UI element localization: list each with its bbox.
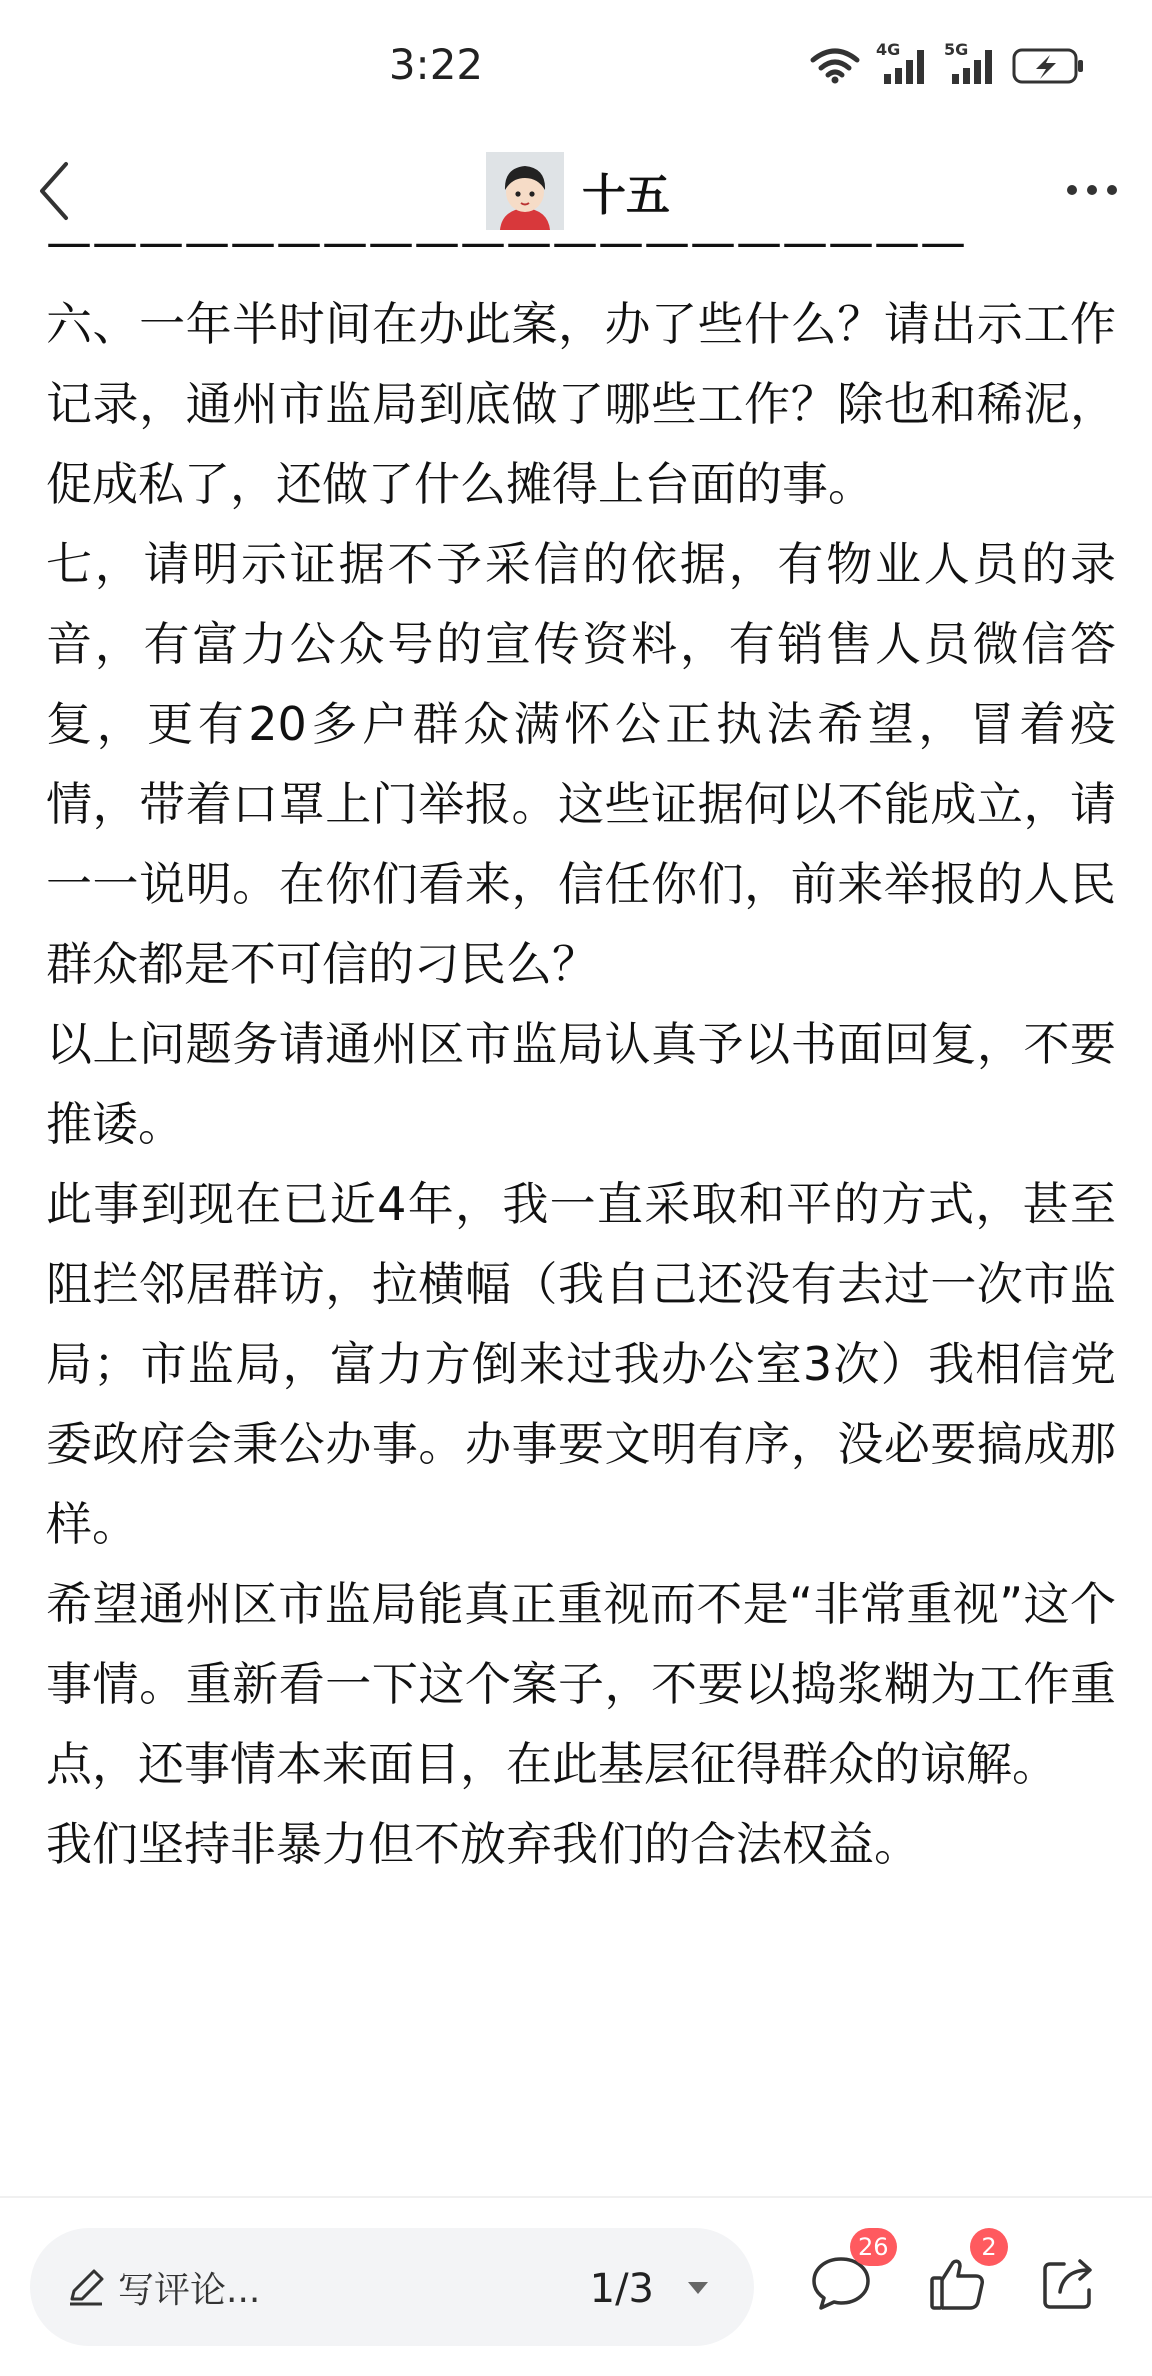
wifi-icon [810, 48, 860, 84]
comment-placeholder: 写评论... [118, 2269, 261, 2311]
signal-5g-icon [944, 40, 996, 86]
caret-down-icon[interactable] [686, 2280, 710, 2300]
article-paragraph-history: 此事到现在已近4年，我一直采取和平的方式，甚至阻拦邻居群访，拉横幅（我自己还没有去过一次市监局；市监局，富力方倒来过我办公室3次）我相信党委政府会秉公办事。办事要文明有序，没必要搞成那样。 [46, 1177, 1116, 1551]
share-icon [1040, 2254, 1098, 2312]
clipped-previous-line: ———————————————————— [46, 215, 966, 269]
status-bar [0, 0, 1152, 134]
more-horizontal-icon [1066, 184, 1118, 196]
article-body [46, 215, 1116, 2172]
comment-count-badge: 26 [850, 2228, 897, 2266]
signal-4g-icon [876, 40, 928, 86]
pencil-icon [64, 2265, 108, 2309]
battery-charging-icon [1012, 47, 1086, 85]
article-paragraph-closing: 我们坚持非暴力但不放弃我们的合法权益。 [46, 1817, 920, 1871]
article-paragraph-7: 七，请明示证据不予采信的依据，有物业人员的录音，有富力公众号的宣传资料，有销售人员微信答复，更有20多户群众满怀公正执法希望，冒着疫情，带着口罩上门举报。这些证据何以不能成立，请一一说明。在你们看来，信任你们，前来举报的人民群众都是不可信的刁民么？ [46, 537, 1116, 991]
bottom-action-bar [0, 2198, 1152, 2376]
signal-5g-label: 5G [944, 40, 969, 59]
comment-input[interactable] [30, 2228, 754, 2346]
article-paragraph-hope: 希望通州区市监局能真正重视而不是“非常重视”这个事情。重新看一下这个案子，不要以捣浆糊为工作重点，还事情本来面目，在此基层征得群众的谅解。 [46, 1577, 1116, 1791]
article-paragraph-6: 六、一年半时间在办此案，办了些什么？请出示工作记录，通州市监局到底做了哪些工作？除也和稀泥，促成私了，还做了什么摊得上台面的事。 [46, 297, 1116, 511]
like-count-badge: 2 [970, 2228, 1008, 2266]
signal-4g-label: 4G [876, 40, 901, 59]
like-button[interactable] [922, 2233, 997, 2318]
comments-button[interactable] [806, 2233, 889, 2318]
share-button[interactable] [1034, 2248, 1104, 2318]
more-button[interactable] [1062, 170, 1122, 210]
author-name[interactable]: 十五 [582, 170, 670, 221]
status-icons [810, 40, 1086, 86]
status-time: 3:22 [388, 40, 484, 89]
article-paragraph-request: 以上问题务请通州区市监局认真予以书面回复，不要推诿。 [46, 1017, 1116, 1151]
page-indicator[interactable]: 1/3 [589, 2266, 654, 2312]
